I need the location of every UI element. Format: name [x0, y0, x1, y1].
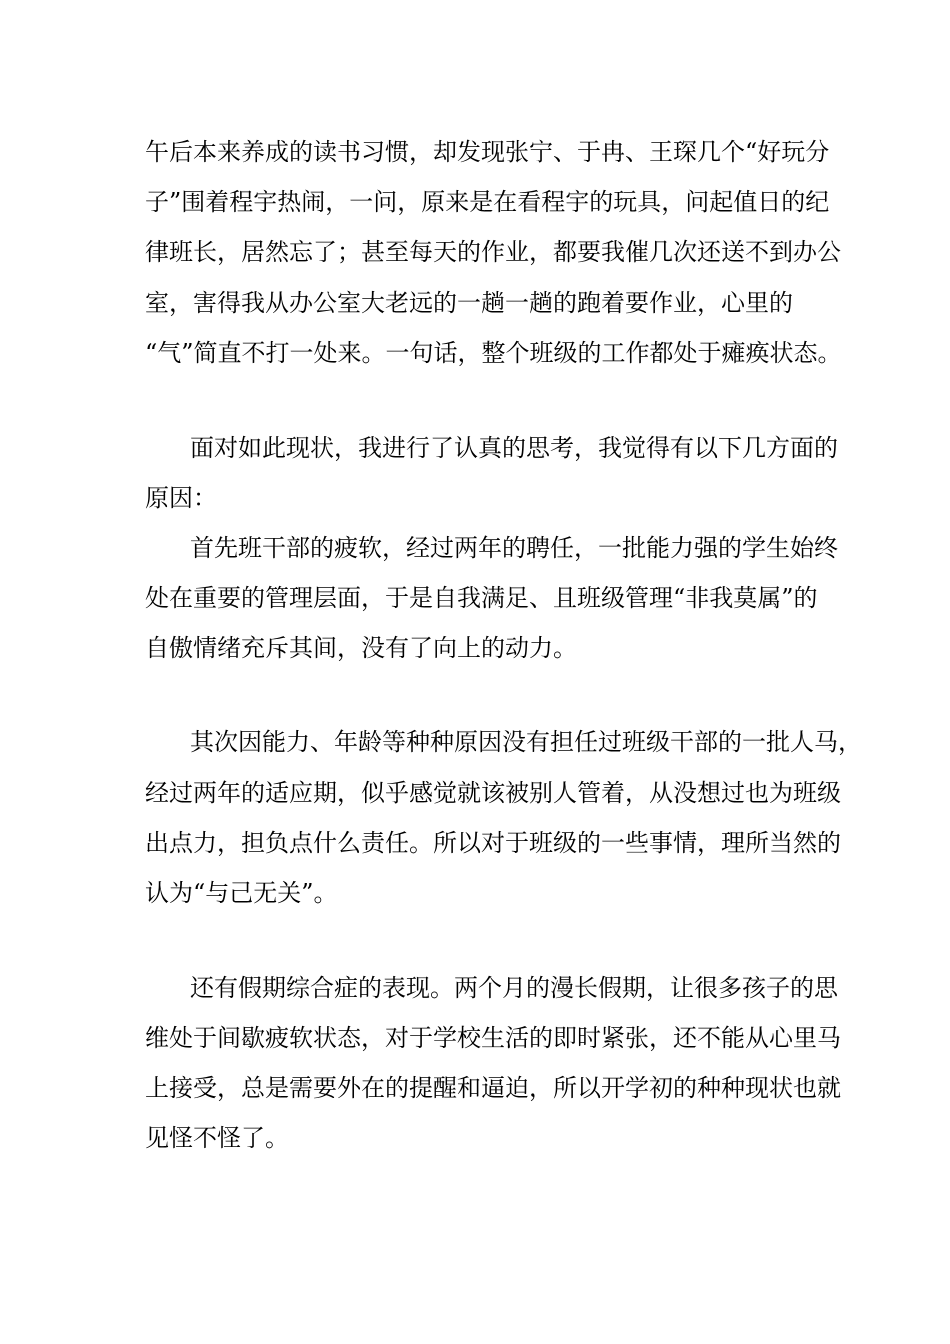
- paragraph-1-line-4: 室，害得我从办公室大老远的一趟一趟的跑着要作业，心里的: [145, 289, 793, 317]
- paragraph-4-line-1: 其次因能力、年龄等种种原因没有担任过班级干部的一批人马，: [190, 728, 862, 756]
- paragraph-4-line-3: 出点力，担负点什么责任。所以对于班级的一些事情，理所当然的: [145, 829, 841, 857]
- paragraph-5-line-3: 上接受，总是需要外在的提醒和逼迫，所以开学初的种种现状也就: [145, 1074, 841, 1102]
- paragraph-3-line-1: 首先班干部的疲软，经过两年的聘任，一批能力强的学生始终: [190, 534, 838, 562]
- paragraph-3-line-3: 自傲情绪充斥其间，没有了向上的动力。: [145, 634, 577, 662]
- paragraph-1-line-2: 子”围着程宇热闹，一问，原来是在看程宇的玩具，问起值日的纪: [145, 188, 830, 216]
- paragraph-5-line-4: 见怪不怪了。: [145, 1124, 289, 1152]
- paragraph-4-line-2: 经过两年的适应期，似乎感觉就该被别人管着，从没想过也为班级: [145, 779, 841, 807]
- paragraph-5-line-2: 维处于间歇疲软状态，对于学校生活的即时紧张，还不能从心里马: [145, 1024, 841, 1052]
- paragraph-2-line-1: 面对如此现状，我进行了认真的思考，我觉得有以下几方面的: [190, 434, 838, 462]
- paragraph-2-line-2: 原因：: [145, 484, 217, 512]
- paragraph-4-line-4: 认为“与己无关”。: [145, 879, 338, 907]
- paragraph-1-line-3: 律班长，居然忘了；甚至每天的作业，都要我催几次还送不到办公: [145, 238, 841, 266]
- paragraph-1-line-5: “气”简直不打一处来。一句话，整个班级的工作都处于瘫痪状态。: [145, 339, 842, 367]
- paragraph-5-line-1: 还有假期综合症的表现。两个月的漫长假期，让很多孩子的思: [190, 974, 838, 1002]
- paragraph-1-line-1: 午后本来养成的读书习惯，却发现张宁、于冉、王琛几个“好玩分: [145, 138, 830, 166]
- paragraph-3-line-2: 处在重要的管理层面，于是自我满足、且班级管理“非我莫属”的: [145, 584, 818, 612]
